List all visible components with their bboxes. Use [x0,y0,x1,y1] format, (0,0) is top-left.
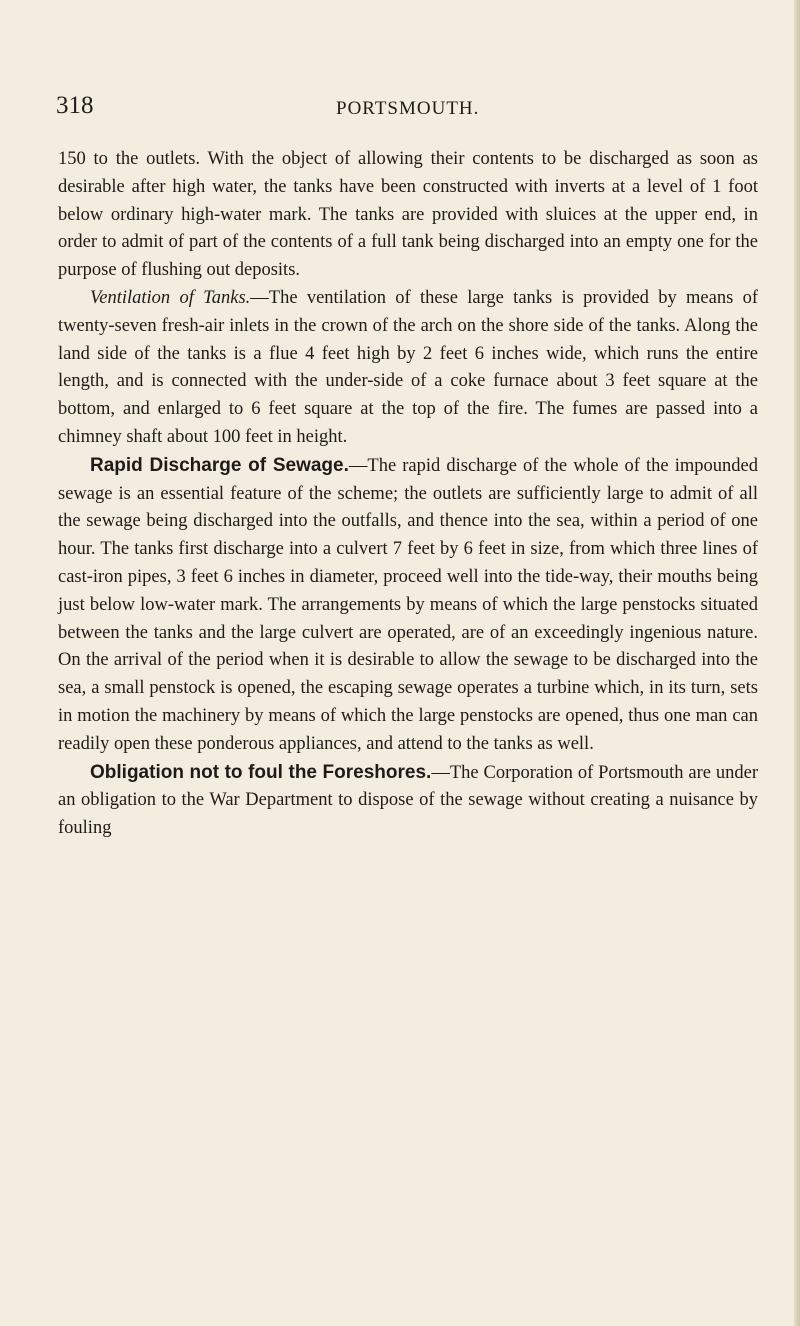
section-heading-rapid-discharge: Rapid Discharge of Sewage. [90,454,349,476]
running-head: PORTSMOUTH. [336,98,480,119]
section-heading-obligation: Obligation not to foul the Foreshores. [90,761,432,783]
paragraph-rapid-discharge [58,452,758,759]
page-edge [794,0,800,1326]
paragraph-text: 150 to the outlets. With the object of allowing their contents to be discharged as soon as desirable after high water, the tanks have been constructed with inverts at a level of 1 foot below ordinary high-water mark. The tanks are provided with sluices at the upper end, in order to admit of part of the contents of a full tank being discharged into an empty one for the purpose of flushing out deposits. [58,149,758,281]
page-header [56,92,716,132]
page-number: 318 [56,92,94,119]
section-heading-ventilation: Ventilation of Tanks. [90,287,251,308]
paragraph-continuation [58,146,758,285]
paragraph-text: —The rapid discharge of the whole of the impounded sewage is an essential feature of the scheme; the outlets are sufficiently large to admit of all the sewage being discharged into the outfalls, and thence into the sea, within a period of one hour. The tanks first discharge into a culvert 7 feet by 6 feet in size, from which three lines of cast-iron pipes, 3 feet 6 inches in diameter, proceed well into the tide-way, their mouths being just below low-water mark. The arrangements by means of which the large penstocks situated between the tanks and the large culvert are operated, are of an exceedingly ingenious nature. On the arrival of the period when it is desirable to allow the sewage to be discharged into the sea, a small penstock is opened, the escaping sewage operates a turbine which, in its turn, sets in motion the machinery by means of which the large penstocks are opened, thus one man can readily open these ponderous appliances, and attend to the tanks as well. [58,455,758,754]
paragraph-ventilation [58,285,758,452]
paragraph-obligation [58,759,758,843]
paragraph-text: —The ventilation of these large tanks is provided by means of twenty-seven fresh-air inlets in the crown of the arch on the shore side of the tanks. Along the land side of the tanks is a flue 4 feet high by 2 feet 6 inches wide, which runs the entire length, and is connected with the under-side of a coke furnace about 3 feet square at the bottom, and enlarged to 6 feet square at the top of the fire. The fumes are passed into a chimney shaft about 100 feet in height. [58,287,758,447]
body-text [58,146,758,843]
paragraph-text: —The Corporation of Portsmouth are under an obligation to the War Department to dispose of the sewage without creating a nuisance by fouling [58,762,758,839]
